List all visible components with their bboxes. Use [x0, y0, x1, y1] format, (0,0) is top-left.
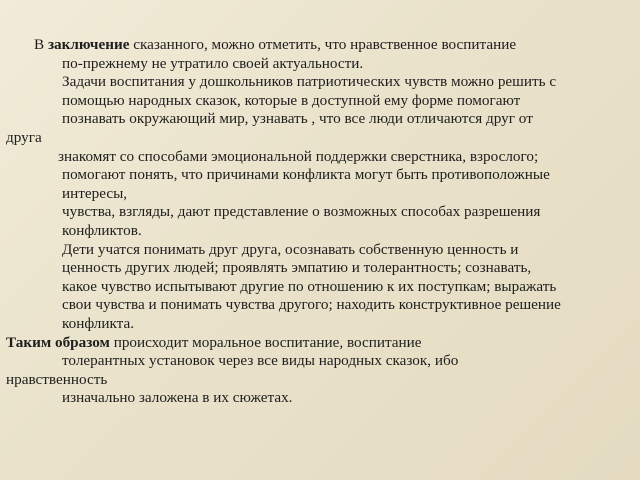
bold-thus-phrase: Таким образом [6, 333, 110, 351]
conclusion-text-block [0, 36, 636, 408]
paragraph-2-line-3: познавать окружающий мир, узнавать , что все люди отличаются друг от [62, 110, 533, 128]
paragraph-3-line-5: конфликтов. [62, 221, 142, 239]
paragraph-3-line-3: интересы, [62, 184, 128, 202]
paragraph-5-line-3: нравственность [6, 370, 108, 388]
paragraph-2-line-4: друга [6, 128, 42, 146]
paragraph-4-line-1: Дети учатся понимать друг друга, осознавать собственную ценность и [62, 240, 519, 258]
paragraph-4-line-2: ценность других людей; проявлять эмпатию и толерантность; сознавать, [62, 259, 532, 277]
paragraph-3-line-2: помогают понять, что причинами конфликта могут быть противоположные [62, 166, 550, 184]
paragraph-4-line-5: конфликта. [62, 314, 135, 332]
paragraph-5-line-1: Таким образом происходит моральное воспитание, воспитание [6, 333, 422, 351]
paragraph-1-line-1: В заключение сказанного, можно отметить, что нравственное воспитание [34, 36, 517, 53]
paragraph-5-line-2: толерантных установок через все виды народных сказок, ибо [62, 352, 459, 370]
paragraph-5-line-4: изначально заложена в их сюжетах. [62, 389, 293, 407]
bold-conclusion-word: заключение [47, 36, 130, 53]
paragraph-4-line-3: какое чувство испытывают другие по отношению к их поступкам; выражать [62, 277, 557, 295]
paragraph-3-line-4: чувства, взгляды, дают представление о возможных способах разрешения [62, 203, 541, 221]
paragraph-4-line-4: свои чувства и понимать чувства другого; находить конструктивное решение [62, 296, 561, 314]
paragraph-2-line-2: помощью народных сказок, которые в доступной ему форме помогают [62, 91, 521, 109]
paragraph-2-line-1: Задачи воспитания у дошкольников патриотических чувств можно решить с [62, 73, 557, 91]
paragraph-3-line-1: знакомят со способами эмоциональной поддержки сверстника, взрослого; [58, 147, 539, 165]
paragraph-1-line-2: по-прежнему не утратило своей актуальности. [62, 54, 364, 72]
